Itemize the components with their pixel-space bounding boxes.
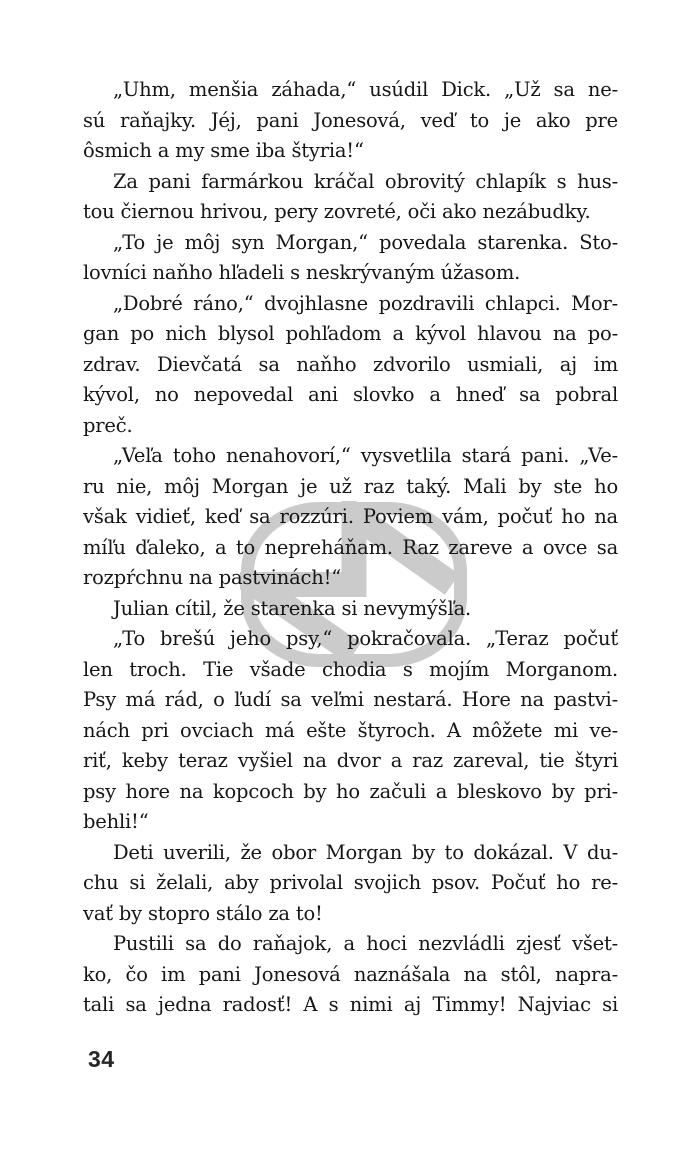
text-line: „Uhm, menšia záhada,“ usúdil Dick. „Už sa ne- bbox=[113, 78, 618, 101]
body-text bbox=[83, 75, 618, 1021]
text-line: sú raňajky. Jéj, pani Jonesová, veď to je ako pre bbox=[83, 108, 618, 132]
paragraph bbox=[83, 167, 618, 228]
paragraph bbox=[83, 594, 618, 625]
text-line: nách pri ovciach má ešte štyroch. A môžete mi ve- bbox=[83, 718, 618, 742]
text-line: Psy má rád, o ľudí sa veľmi nestará. Hore na pastvi- bbox=[83, 688, 618, 711]
page-number: 34 bbox=[88, 1046, 115, 1072]
text-line: vať by stopro stálo za to! bbox=[83, 901, 323, 925]
paragraph bbox=[83, 289, 618, 442]
text-line: Julian cítil, že starenka si nevymýšľa. bbox=[113, 596, 471, 620]
text-line: „Veľa toho nenahovorí,“ vysvetlila stará pani. „Ve- bbox=[113, 444, 618, 467]
text-line: behli!“ bbox=[83, 810, 149, 833]
text-line: kývol, no nepovedal ani slovko a hneď sa pobral bbox=[83, 383, 618, 406]
text-line: ôsmich a my sme iba štyria!“ bbox=[83, 139, 364, 162]
text-line: lovníci naňho hľadeli s neskrývaným úžasom. bbox=[83, 261, 521, 284]
text-line: míľu ďaleko, a to nepreháňam. Raz zareve a ovce sa bbox=[83, 535, 618, 559]
text-line: Deti uverili, že obor Morgan by to dokázal. V du- bbox=[113, 840, 618, 864]
text-line: tali sa jedna radosť! A s nimi aj Timmy! Najviac si bbox=[83, 993, 618, 1016]
text-line: Za pani farmárkou kráčal obrovitý chlapík s hus- bbox=[113, 169, 618, 193]
text-line: však vidieť, keď sa rozzúri. Poviem vám, počuť ho na bbox=[83, 505, 618, 528]
text-line: len troch. Tie všade chodia s mojím Morganom. bbox=[83, 657, 618, 681]
text-line: ru nie, môj Morgan je už raz taký. Mali by ste ho bbox=[83, 474, 618, 498]
text-line: zdrav. Dievčatá sa naňho zdvorilo usmiali, aj im bbox=[83, 352, 618, 376]
text-line: ko, čo im pani Jonesová naznášala na stôl, napra- bbox=[83, 962, 618, 986]
text-line: Pustili sa do raňajok, a hoci nezvládli zjesť všet- bbox=[113, 932, 618, 955]
text-line: rozpŕchnu na pastvinách!“ bbox=[83, 566, 341, 589]
paragraph bbox=[83, 624, 618, 838]
text-line: gan po nich blysol pohľadom a kývol hlavou na po- bbox=[83, 322, 618, 345]
paragraph bbox=[83, 929, 618, 1021]
text-line: „To je môj syn Morgan,“ povedala starenka. Sto- bbox=[113, 230, 618, 254]
paragraph bbox=[83, 228, 618, 289]
paragraph bbox=[83, 75, 618, 167]
text-line: riť, keby teraz vyšiel na dvor a raz zareval, tie štyri bbox=[83, 749, 618, 772]
text-line: „To brešú jeho psy,“ pokračovala. „Teraz počuť bbox=[113, 627, 618, 650]
paragraph bbox=[83, 838, 618, 930]
text-line: tou čiernou hrivou, pery zovreté, oči ako nezábudky. bbox=[83, 200, 591, 223]
text-line: preč. bbox=[83, 413, 133, 437]
text-line: chu si želali, aby privolal svojich psov. Počuť ho re- bbox=[83, 871, 618, 894]
text-line: psy hore na kopcoch by ho začuli a bleskovo by pri- bbox=[83, 779, 618, 803]
paragraph bbox=[83, 441, 618, 594]
text-line: „Dobré ráno,“ dvojhlasne pozdravili chlapci. Mor- bbox=[113, 291, 618, 315]
